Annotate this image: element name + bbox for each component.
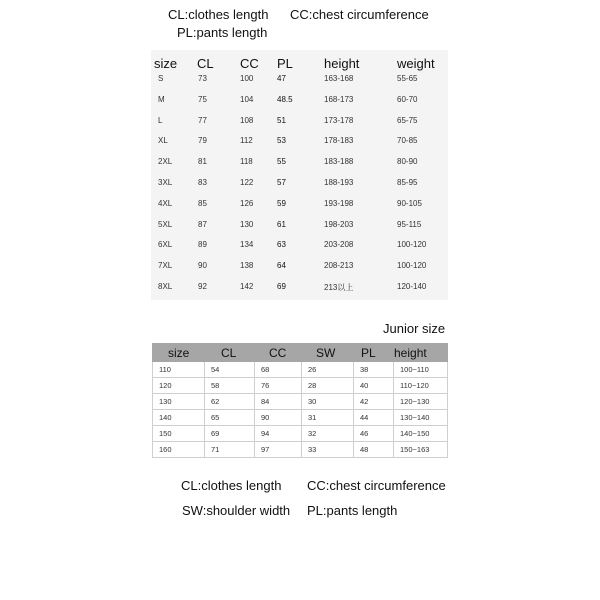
cell-pl: 53	[277, 136, 286, 146]
cell-cc: 134	[240, 240, 254, 250]
cell-pl: 42	[354, 394, 394, 410]
cell-height: 203-208	[324, 240, 354, 250]
cell-pl: 38	[354, 362, 394, 378]
header-size: size	[153, 344, 205, 362]
table-row	[151, 95, 448, 109]
junior-table-body	[153, 362, 448, 458]
table-row	[153, 362, 448, 378]
cell-size: M	[158, 94, 165, 104]
cell-pl: 61	[277, 219, 286, 229]
cell-cc: 90	[255, 410, 302, 426]
header-height: height	[394, 344, 448, 362]
adult-table-header	[151, 56, 448, 72]
legend-shoulder-width: SW:shoulder width	[182, 503, 291, 518]
cell-size: 120	[153, 378, 205, 394]
cell-weight: 70-85	[397, 136, 418, 146]
adult-size-table	[151, 50, 448, 300]
cell-size: L	[158, 115, 163, 125]
cell-height: 193-198	[324, 198, 354, 208]
cell-sw: 31	[302, 410, 354, 426]
table-row	[151, 240, 448, 254]
table-row	[151, 199, 448, 213]
cell-cc: 112	[240, 136, 253, 146]
cell-weight: 95-115	[397, 219, 422, 229]
table-row	[151, 157, 448, 171]
cell-cc: 138	[240, 261, 254, 271]
legend-pants-length: PL:pants length	[177, 25, 268, 40]
cell-sw: 26	[302, 362, 354, 378]
cell-height: 130~140	[394, 410, 448, 426]
cell-cl: 79	[198, 136, 207, 146]
junior-size-title: Junior size	[383, 321, 446, 336]
table-row	[151, 116, 448, 130]
cell-height: 168-173	[324, 94, 354, 104]
cell-height: 173-178	[324, 115, 354, 125]
cell-pl: 47	[277, 74, 286, 83]
cell-cl: 90	[198, 261, 207, 271]
cell-pl: 44	[354, 410, 394, 426]
table-row	[151, 136, 448, 150]
header-size: size	[154, 56, 178, 71]
cell-weight: 80-90	[397, 157, 418, 167]
cell-cl: 85	[198, 198, 207, 208]
cell-cl: 54	[205, 362, 255, 378]
junior-size-table	[152, 343, 448, 458]
cell-size: S	[158, 74, 164, 83]
table-row	[151, 74, 448, 88]
cell-pl: 46	[354, 426, 394, 442]
cell-cc: 84	[255, 394, 302, 410]
cell-sw: 33	[302, 442, 354, 458]
header-cc: CC	[255, 344, 302, 362]
cell-cl: 81	[198, 157, 207, 167]
header-weight: weight	[397, 56, 435, 71]
cell-height: 198-203	[324, 219, 354, 229]
cell-cc: 142	[240, 282, 254, 291]
header-cl: CL	[197, 56, 214, 71]
table-row	[151, 261, 448, 275]
cell-size: 160	[153, 442, 205, 458]
cell-pl: 48.5	[277, 94, 293, 104]
cell-size: 6XL	[158, 240, 173, 250]
cell-cl: 87	[198, 219, 207, 229]
cell-weight: 120-140	[397, 282, 427, 291]
cell-cl: 89	[198, 240, 207, 250]
cell-pl: 55	[277, 157, 286, 167]
legend-chest-circumference-bottom: CC:chest circumference	[307, 478, 446, 493]
cell-size: 5XL	[158, 219, 173, 229]
cell-sw: 30	[302, 394, 354, 410]
cell-cl: 77	[198, 115, 207, 125]
cell-weight: 85-95	[397, 178, 418, 187]
cell-cl: 71	[205, 442, 255, 458]
legend-pants-length-bottom: PL:pants length	[307, 503, 398, 518]
cell-pl: 51	[277, 115, 286, 125]
table-row	[153, 394, 448, 410]
cell-size: 7XL	[158, 261, 173, 271]
cell-cc: 76	[255, 378, 302, 394]
cell-cl: 58	[205, 378, 255, 394]
cell-cl: 73	[198, 74, 207, 83]
cell-height: 100~110	[394, 362, 448, 378]
cell-cc: 122	[240, 178, 254, 187]
cell-pl: 48	[354, 442, 394, 458]
header-cl: CL	[205, 344, 255, 362]
cell-cc: 68	[255, 362, 302, 378]
cell-size: 110	[153, 362, 205, 378]
cell-weight: 90-105	[397, 198, 422, 208]
cell-pl: 63	[277, 240, 286, 250]
cell-weight: 60-70	[397, 94, 418, 104]
cell-size: 140	[153, 410, 205, 426]
cell-cc: 104	[240, 94, 254, 104]
cell-cc: 108	[240, 115, 254, 125]
cell-cl: 92	[198, 282, 207, 291]
cell-pl: 59	[277, 198, 286, 208]
table-row	[153, 410, 448, 426]
cell-cc: 118	[240, 157, 253, 167]
header-pl: PL	[354, 344, 394, 362]
cell-height: 213以上	[324, 283, 354, 292]
header-cc: CC	[240, 56, 259, 71]
cell-cc: 97	[255, 442, 302, 458]
cell-sw: 28	[302, 378, 354, 394]
cell-size: 2XL	[158, 157, 173, 167]
table-row	[151, 178, 448, 192]
cell-cc: 130	[240, 219, 254, 229]
cell-height: 150~163	[394, 442, 448, 458]
table-row	[151, 282, 448, 296]
cell-size: 4XL	[158, 198, 173, 208]
header-sw: SW	[302, 344, 354, 362]
cell-cc: 100	[240, 74, 254, 83]
cell-size: 130	[153, 394, 205, 410]
cell-pl: 40	[354, 378, 394, 394]
cell-height: 183-188	[324, 157, 354, 167]
cell-cl: 83	[198, 178, 207, 187]
cell-cl: 62	[205, 394, 255, 410]
cell-size: 8XL	[158, 282, 173, 291]
cell-pl: 64	[277, 261, 286, 271]
legend-clothes-length-bottom: CL:clothes length	[181, 478, 282, 493]
cell-cc: 126	[240, 198, 254, 208]
cell-sw: 32	[302, 426, 354, 442]
cell-height: 208-213	[324, 261, 354, 271]
legend-clothes-length: CL:clothes length	[168, 7, 269, 22]
cell-height: 140~150	[394, 426, 448, 442]
cell-pl: 69	[277, 282, 286, 291]
cell-height: 110~120	[394, 378, 448, 394]
cell-cl: 75	[198, 94, 207, 104]
cell-height: 120~130	[394, 394, 448, 410]
legend-chest-circumference: CC:chest circumference	[290, 7, 429, 22]
cell-height: 188-193	[324, 178, 354, 187]
cell-height: 163-168	[324, 74, 354, 83]
header-pl: PL	[277, 56, 293, 71]
table-row	[153, 442, 448, 458]
table-row	[151, 220, 448, 234]
cell-weight: 100-120	[397, 261, 427, 271]
table-row	[153, 426, 448, 442]
cell-height: 178-183	[324, 136, 354, 146]
cell-size: 3XL	[158, 178, 173, 187]
cell-weight: 55-65	[397, 74, 418, 83]
table-row	[153, 378, 448, 394]
cell-pl: 57	[277, 178, 286, 187]
cell-size: XL	[158, 136, 168, 146]
junior-table-header	[153, 344, 448, 362]
cell-cc: 94	[255, 426, 302, 442]
cell-weight: 65-75	[397, 115, 418, 125]
cell-size: 150	[153, 426, 205, 442]
cell-cl: 69	[205, 426, 255, 442]
cell-cl: 65	[205, 410, 255, 426]
header-height: height	[324, 56, 360, 71]
cell-weight: 100-120	[397, 240, 427, 250]
